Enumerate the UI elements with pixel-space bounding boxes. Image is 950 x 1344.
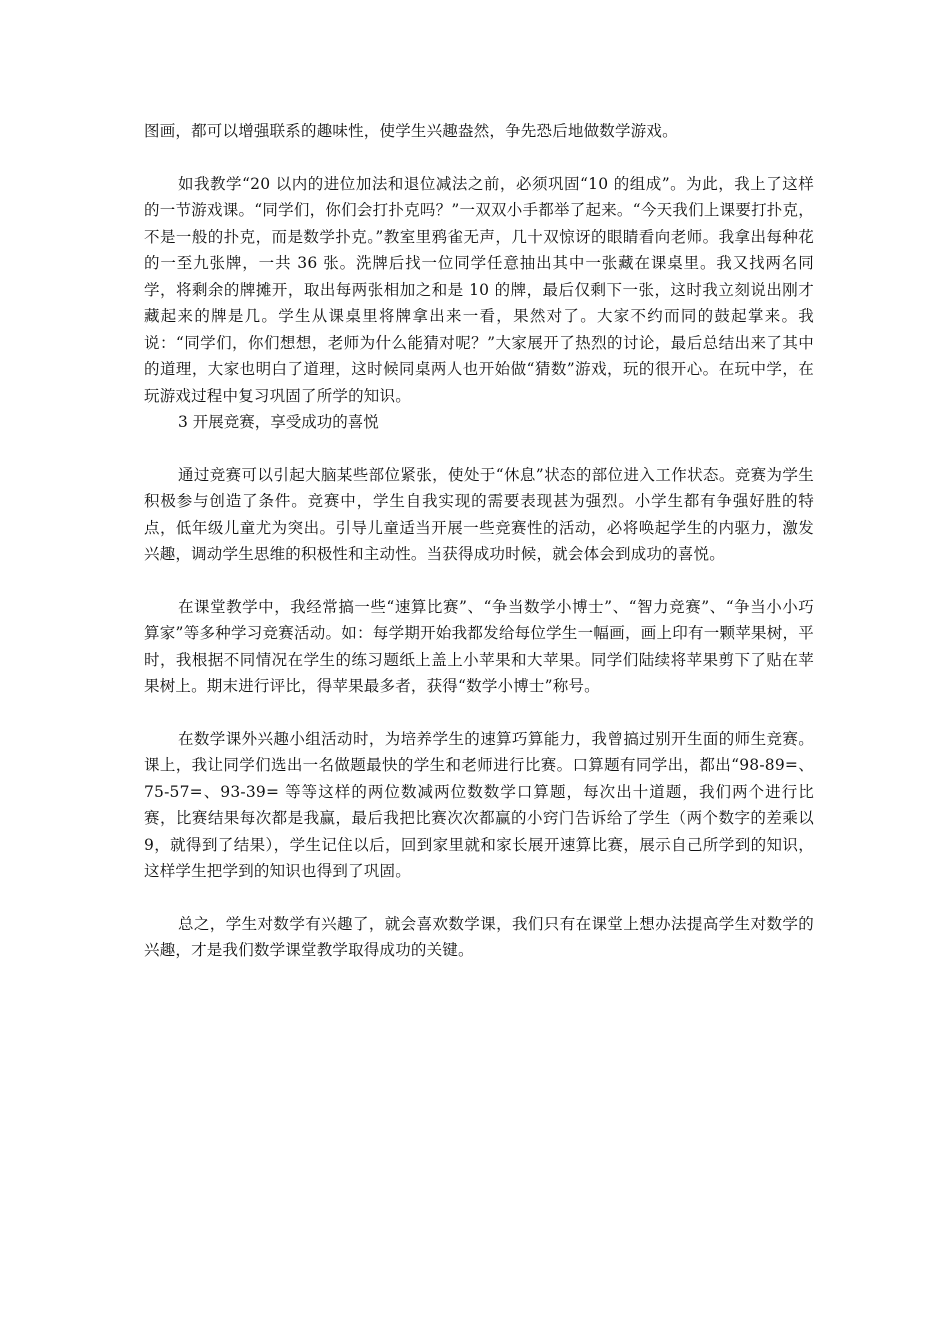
paragraph-conclusion: 总之，学生对数学有兴趣了，就会喜欢数学课，我们只有在课堂上想办法提高学生对数学的兴趣，才是我们数学课堂教学取得成功的关键。 (144, 914, 814, 959)
paragraph-speed-calculation: 在数学课外兴趣小组活动时，为培养学生的速算巧算能力，我曾搞过别开生面的师生竞赛。课上，我让同学们选出一名做题最快的学生和老师进行比赛。口算题有同学出，都出“98-89=、75-57=、93-39= 等等这样的两位数减两位数数学口算题，每次出十道题，我们两个进行比赛，比赛结果每次都是我赢，最后我把比赛次次都赢的小窍门告诉给了学生（两个数字的差乘以 9，就得到了结果），学生记住以后，回到家里就和家长展开速算比赛，展示自己所学到的知识，这样学生把学到的知识也得到了巩固。 (144, 729, 814, 880)
paragraph-competition-intro: 通过竞赛可以引起大脑某些部位紧张，使处于“休息”状态的部位进入工作状态。竞赛为学生积极参与创造了条件。竞赛中，学生自我实现的需要表现甚为强烈。小学生都有争强好胜的特点，低年级儿童尤为突出。引导儿童适当开展一些竞赛性的活动，必将唤起学生的内驱力，激发兴趣，调动学生思维的积极性和主动性。当获得成功时候，就会体会到成功的喜悦。 (144, 465, 814, 563)
document-body (144, 118, 814, 964)
paragraph-poker-game: 如我教学“20 以内的进位加法和退位减法之前，必须巩固“10 的组成”。为此，我上了这样的一节游戏课。“同学们，你们会打扑克吗？”一双双小手都举了起来。“今天我们上课要打扑克，不是一般的扑克，而是数学扑克。”教室里鸦雀无声，几十双惊讶的眼睛看向老师。我拿出每种花的一至九张牌，一共 36 张。洗牌后找一位同学任意抽出其中一张藏在课桌里。我又找两名同学，将剩余的牌摊开，取出每两张相加之和是 10 的牌，最后仅剩下一张，这时我立刻说出刚才藏起来的牌是几。学生从课桌里将牌拿出来一看，果然对了。大家不约而同的鼓起掌来。我说：“同学们，你们想想，老师为什么能猜对呢？”大家展开了热烈的讨论，最后总结出来了其中的道理，大家也明白了道理，这时候同桌两人也开始做“猜数”游戏，玩的很开心。在玩中学，在玩游戏过程中复习巩固了所学的知识。 (144, 174, 814, 405)
paragraph-continuation: 图画，都可以增强联系的趣味性，使学生兴趣盎然，争先恐后地做数学游戏。 (144, 122, 678, 140)
section-heading: 3 开展竞赛，享受成功的喜悦 (178, 413, 379, 431)
paragraph-classroom-competition: 在课堂教学中，我经常搞一些“速算比赛”、“争当数学小博士”、“智力竞赛”、“争当小小巧算家”等多种学习竞赛活动。如：每学期开始我都发给每位学生一幅画，画上印有一颗苹果树，平时，我根据不同情况在学生的练习题纸上盖上小苹果和大苹果。同学们陆续将苹果剪下了贴在苹果树上。期末进行评比，得苹果最多者，获得“数学小博士”称号。 (144, 597, 814, 695)
